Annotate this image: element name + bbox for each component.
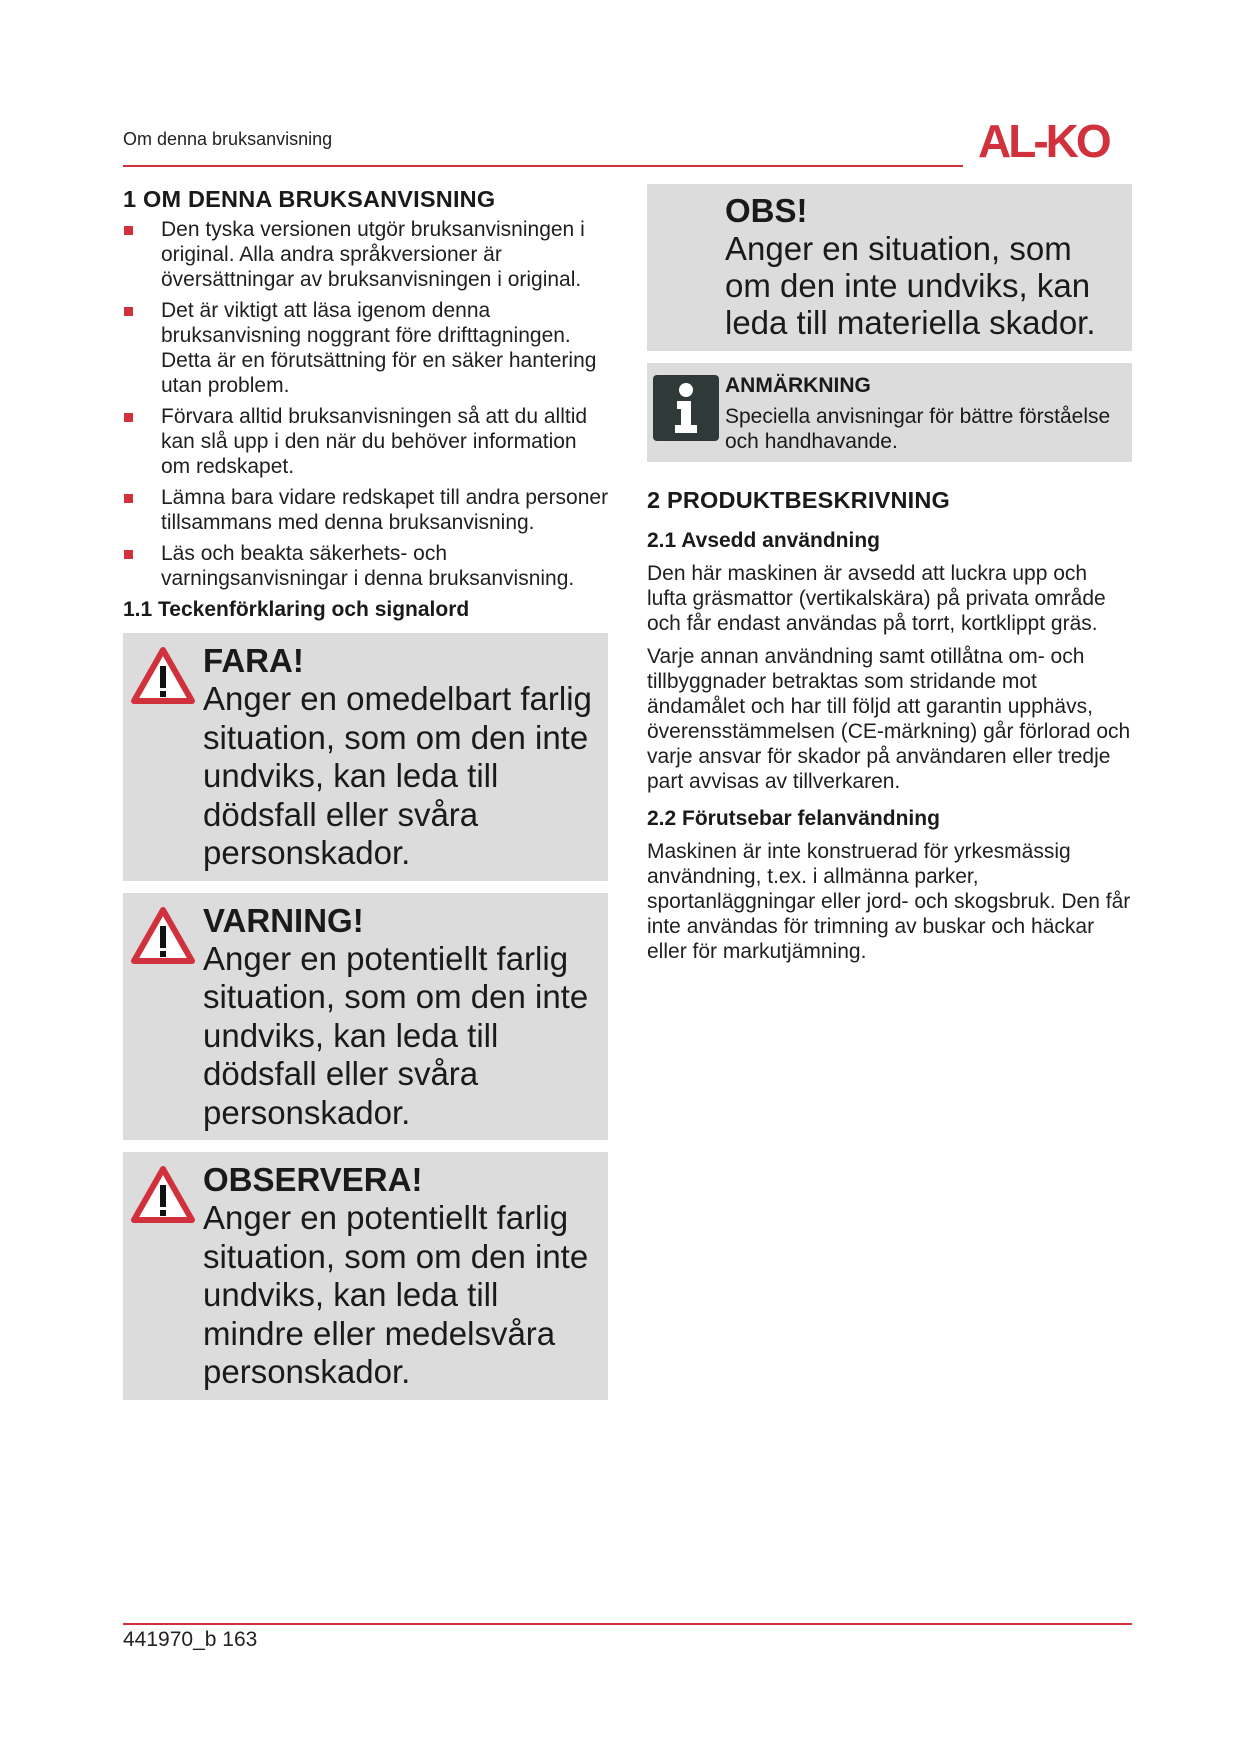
note-box bbox=[647, 363, 1132, 462]
warning-triangle-icon bbox=[130, 1165, 196, 1225]
note-title: ANMÄRKNING bbox=[725, 374, 871, 397]
list-item bbox=[123, 217, 609, 292]
list-item-text: Förvara alltid bruksanvisningen så att du alltid kan slå upp i den när du behöver information om redskapet. bbox=[161, 405, 588, 478]
danger-signal-box bbox=[123, 633, 608, 881]
caution-title: OBSERVERA! bbox=[203, 1161, 423, 1198]
caution-signal-box bbox=[123, 1152, 608, 1400]
header-divider bbox=[123, 165, 963, 167]
list-item bbox=[123, 404, 609, 479]
section1-bullet-list bbox=[123, 217, 609, 591]
list-item-text: Lämna bara vidare redskapet till andra personer tillsammans med denna bruksanvisning. bbox=[161, 486, 609, 534]
section1-heading: 1 OM DENNA BRUKSANVISNING bbox=[123, 186, 496, 212]
bullet-square-icon bbox=[124, 226, 133, 235]
list-item-text: Det är viktigt att läsa igenom denna bruksanvisning noggrant före drifttagningen. Detta är en förutsättning för en säker hantering utan problem. bbox=[161, 299, 597, 397]
warning-signal-box bbox=[123, 893, 608, 1141]
warning-title: VARNING! bbox=[203, 901, 364, 939]
bullet-square-icon bbox=[124, 494, 133, 503]
notice-text: Anger en situation, som om den inte undviks, kan leda till materiella skador. bbox=[725, 230, 1096, 341]
paragraph: Maskinen är inte konstruerad för yrkesmässig användning, t.ex. i allmänna parker, sportanläggningar eller jord- och skogsbruk. Den får inte användas för trimning av buskar och häckar eller för markutjämning. bbox=[647, 840, 1131, 963]
bullet-square-icon bbox=[124, 550, 133, 559]
caution-text: Anger en potentiellt farlig situation, som om den inte undviks, kan leda till mindre eller medelsvåra personskador. bbox=[203, 1199, 589, 1390]
running-header: Om denna bruksanvisning bbox=[123, 129, 333, 149]
danger-title: FARA! bbox=[203, 642, 304, 679]
logo-text: AL-KO bbox=[978, 116, 1109, 162]
list-item-text: Den tyska versionen utgör bruksanvisningen i original. Alla andra språkversioner är översättningar av bruksanvisningen i original. bbox=[161, 218, 585, 291]
paragraph: Den här maskinen är avsedd att luckra upp och lufta gräsmattor (vertikalskära) på privata område och får endast användas på torrt, kortklippt gräs. bbox=[647, 562, 1106, 635]
bullet-square-icon bbox=[124, 413, 133, 422]
list-item-text: Läs och beakta säkerhets- och varningsanvisningar i denna bruksanvisning. bbox=[161, 542, 575, 590]
danger-text: Anger en omedelbart farlig situation, som om den inte undviks, kan leda till dödsfall eller svåra personskador. bbox=[203, 680, 592, 871]
section2-heading: 2 PRODUKTBESKRIVNING bbox=[647, 487, 951, 513]
left-column bbox=[123, 185, 609, 1400]
section2-2-heading: 2.2 Förutsebar felanvändning bbox=[647, 807, 940, 830]
warning-text: Anger en potentiellt farlig situation, som om den inte undviks, kan leda till dödsfall eller svåra personskador. bbox=[203, 939, 589, 1131]
note-text: Speciella anvisningar för bättre förståelse och handhavande. bbox=[725, 405, 1111, 453]
page-reference: 441970_b 163 bbox=[123, 1628, 258, 1651]
paragraph: Varje annan användning samt otillåtna om- och tillbyggnader betraktas som stridande mot ändamålet och har till följd att garantin upphävs, överensstämmelsen (CE-märkning) går förlorad och varje ansvar för skador på användaren eller tredje part avvisas av tillverkaren. bbox=[647, 645, 1131, 793]
footer-divider bbox=[123, 1623, 1132, 1625]
notice-signal-box bbox=[647, 184, 1132, 351]
info-icon bbox=[653, 375, 719, 441]
notice-title: OBS! bbox=[725, 192, 808, 229]
bullet-square-icon bbox=[124, 307, 133, 316]
list-item bbox=[123, 485, 609, 535]
warning-triangle-icon bbox=[130, 646, 196, 706]
warning-triangle-icon bbox=[130, 906, 196, 966]
list-item bbox=[123, 298, 609, 398]
right-column bbox=[647, 184, 1132, 964]
section1-1-heading: 1.1 Teckenförklaring och signalord bbox=[123, 598, 470, 621]
list-item bbox=[123, 541, 609, 591]
alko-logo bbox=[978, 116, 1138, 162]
section2-1-heading: 2.1 Avsedd användning bbox=[647, 529, 880, 552]
